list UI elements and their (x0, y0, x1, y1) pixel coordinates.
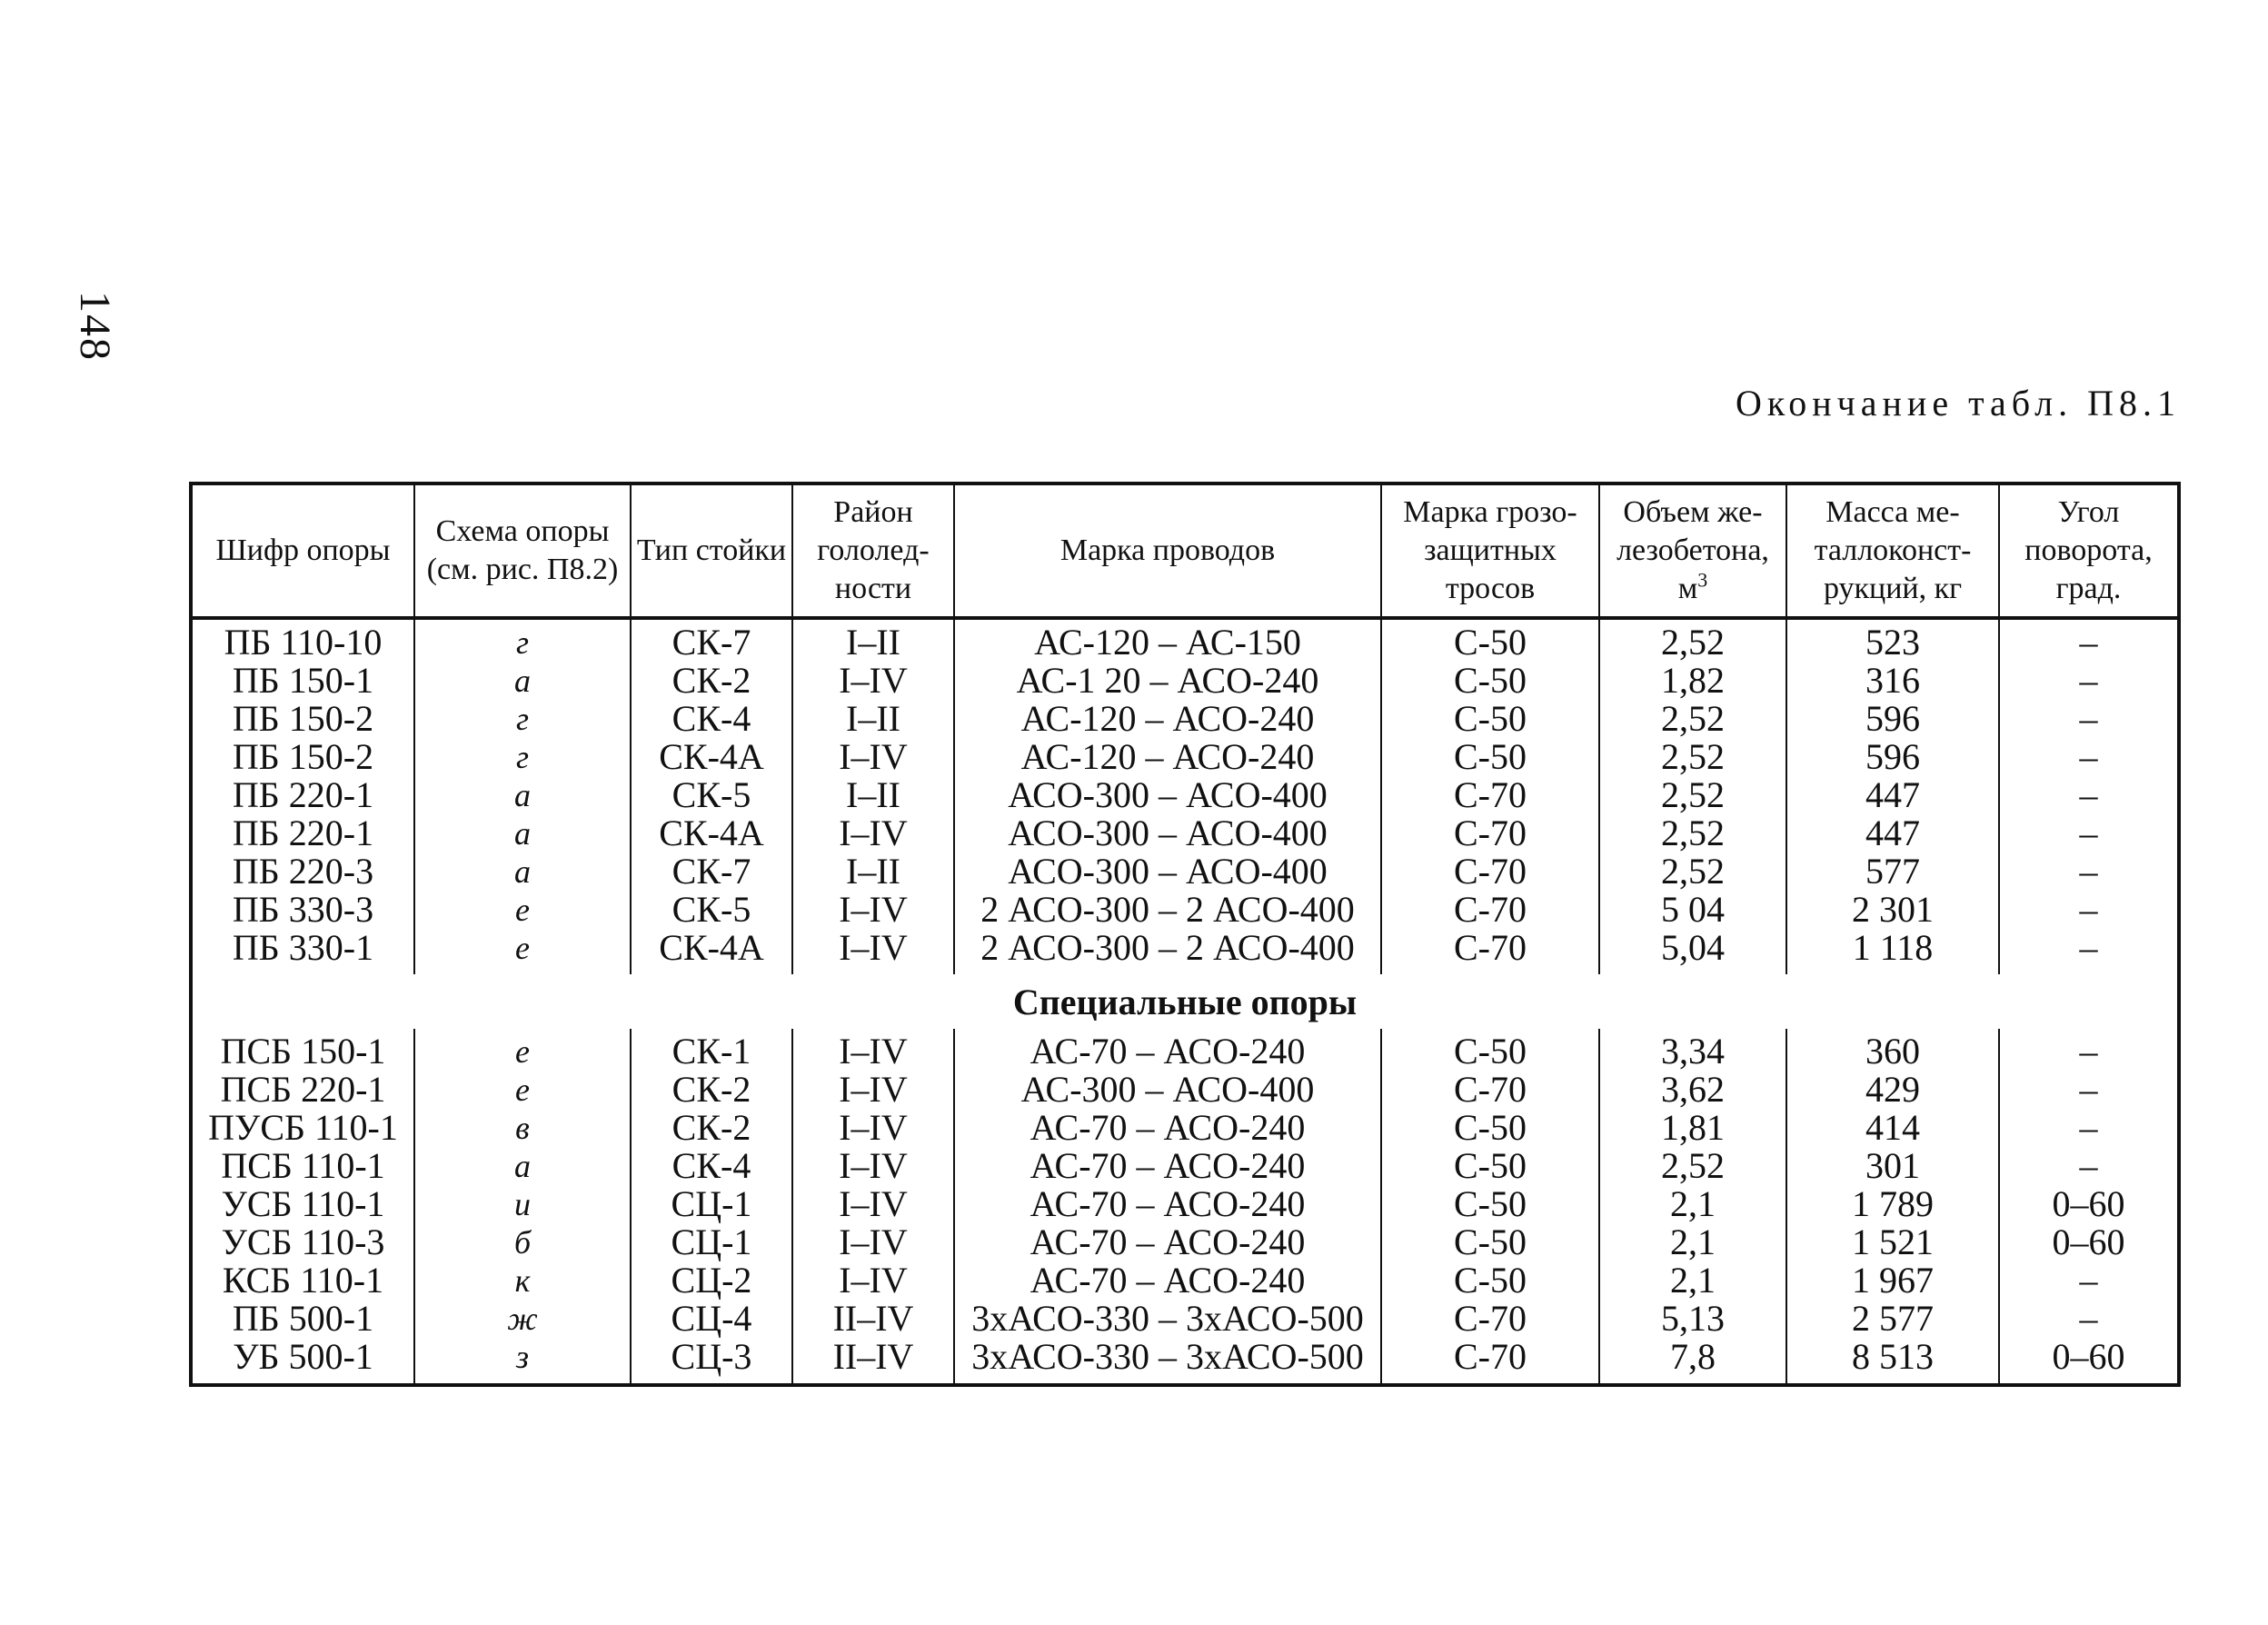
cell-code: ПБ 220-3 (191, 852, 414, 891)
header-concrete-volume-label: Объем же-лезобетона, м (1616, 495, 1769, 605)
cell-ice-region: I–IV (792, 738, 954, 776)
cell-turn-angle: – (1999, 1147, 2179, 1185)
cell-ground-wire: С-50 (1381, 738, 1599, 776)
cell-steel-mass: 1 967 (1786, 1261, 1999, 1300)
cell-ground-wire: С-70 (1381, 1338, 1599, 1385)
cell-wire-grade: АС-70 – АСО-240 (954, 1261, 1381, 1300)
cell-post-type: СК-2 (631, 662, 792, 700)
cell-code: ПБ 220-1 (191, 814, 414, 852)
cell-post-type: СК-2 (631, 1109, 792, 1147)
cell-scheme: а (414, 776, 631, 814)
cell-ground-wire: С-70 (1381, 776, 1599, 814)
cell-ice-region: I–IV (792, 1147, 954, 1185)
cell-steel-mass: 596 (1786, 738, 1999, 776)
cell-turn-angle: – (1999, 1109, 2179, 1147)
cell-steel-mass: 429 (1786, 1071, 1999, 1109)
cell-turn-angle: – (1999, 1300, 2179, 1338)
table-row (191, 1147, 2179, 1185)
cell-turn-angle: – (1999, 700, 2179, 738)
table-row (191, 852, 2179, 891)
table-row (191, 1261, 2179, 1300)
cell-concrete-volume: 2,52 (1599, 618, 1786, 662)
cell-post-type: СЦ-2 (631, 1261, 792, 1300)
cell-ground-wire: С-70 (1381, 852, 1599, 891)
cell-ground-wire: С-50 (1381, 1147, 1599, 1185)
cell-scheme: е (414, 1071, 631, 1109)
cell-post-type: СК-4 (631, 700, 792, 738)
table-row (191, 814, 2179, 852)
cell-code: ПБ 500-1 (191, 1300, 414, 1338)
cell-ice-region: I–IV (792, 662, 954, 700)
cell-ice-region: I–IV (792, 1223, 954, 1261)
table-row (191, 738, 2179, 776)
cell-ice-region: I–IV (792, 1185, 954, 1223)
cell-ice-region: I–II (792, 852, 954, 891)
cell-code: ПБ 330-1 (191, 929, 414, 974)
cell-scheme: е (414, 891, 631, 929)
cell-concrete-volume: 2,52 (1599, 776, 1786, 814)
section-row (191, 974, 2179, 1029)
cell-turn-angle: – (1999, 618, 2179, 662)
cell-code: УСБ 110-1 (191, 1185, 414, 1223)
cell-scheme: к (414, 1261, 631, 1300)
cell-scheme: а (414, 814, 631, 852)
table-row (191, 1300, 2179, 1338)
cell-ice-region: I–IV (792, 814, 954, 852)
cell-ground-wire: С-50 (1381, 1261, 1599, 1300)
cell-turn-angle: – (1999, 776, 2179, 814)
table-row (191, 1185, 2179, 1223)
cell-ice-region: II–IV (792, 1338, 954, 1385)
cell-wire-grade: 3хАСО-330 – 3хАСО-500 (954, 1300, 1381, 1338)
table-body (191, 618, 2179, 1385)
cell-ground-wire: С-70 (1381, 1071, 1599, 1109)
cell-turn-angle: – (1999, 662, 2179, 700)
cell-wire-grade: АС-120 – АСО-240 (954, 738, 1381, 776)
cell-turn-angle: 0–60 (1999, 1185, 2179, 1223)
cell-turn-angle: – (1999, 929, 2179, 974)
cell-concrete-volume: 1,81 (1599, 1109, 1786, 1147)
table-row (191, 662, 2179, 700)
cell-ice-region: I–IV (792, 891, 954, 929)
cell-wire-grade: АС-120 – АСО-240 (954, 700, 1381, 738)
cell-code: ПБ 220-1 (191, 776, 414, 814)
header-code: Шифр опоры (191, 484, 414, 618)
cell-concrete-volume: 3,62 (1599, 1071, 1786, 1109)
cell-post-type: СЦ-3 (631, 1338, 792, 1385)
table-row (191, 618, 2179, 662)
cell-ground-wire: С-50 (1381, 1029, 1599, 1071)
table-row (191, 1223, 2179, 1261)
header-ground-wire: Марка грозо-защитных тросов (1381, 484, 1599, 618)
cell-ground-wire: С-70 (1381, 1300, 1599, 1338)
cell-concrete-volume: 2,1 (1599, 1185, 1786, 1223)
cell-steel-mass: 301 (1786, 1147, 1999, 1185)
header-steel-mass: Масса ме-таллоконст-рукций, кг (1786, 484, 1999, 618)
cell-concrete-volume: 5,04 (1599, 929, 1786, 974)
cell-post-type: СК-4 (631, 1147, 792, 1185)
cell-steel-mass: 1 521 (1786, 1223, 1999, 1261)
table-row (191, 1338, 2179, 1385)
cell-steel-mass: 2 301 (1786, 891, 1999, 929)
cell-steel-mass: 596 (1786, 700, 1999, 738)
cell-concrete-volume: 5 04 (1599, 891, 1786, 929)
cell-scheme: а (414, 662, 631, 700)
cell-scheme: а (414, 1147, 631, 1185)
cell-steel-mass: 360 (1786, 1029, 1999, 1071)
cell-post-type: СК-4А (631, 929, 792, 974)
cell-ground-wire: С-70 (1381, 891, 1599, 929)
cell-concrete-volume: 5,13 (1599, 1300, 1786, 1338)
cell-ice-region: I–IV (792, 929, 954, 974)
cell-code: УСБ 110-3 (191, 1223, 414, 1261)
cell-turn-angle: – (1999, 891, 2179, 929)
cell-steel-mass: 316 (1786, 662, 1999, 700)
cell-steel-mass: 577 (1786, 852, 1999, 891)
cell-turn-angle: – (1999, 852, 2179, 891)
header-ice-region: Район гололед-ности (792, 484, 954, 618)
table-row (191, 1071, 2179, 1109)
cell-wire-grade: АСО-300 – АСО-400 (954, 852, 1381, 891)
cell-scheme: г (414, 618, 631, 662)
cell-wire-grade: АС-70 – АСО-240 (954, 1109, 1381, 1147)
cell-scheme: а (414, 852, 631, 891)
cell-post-type: СК-5 (631, 776, 792, 814)
cell-turn-angle: – (1999, 1071, 2179, 1109)
cell-post-type: СЦ-1 (631, 1223, 792, 1261)
section-title: Специальные опоры (1012, 982, 1358, 1022)
table-row (191, 891, 2179, 929)
cell-turn-angle: 0–60 (1999, 1223, 2179, 1261)
cell-concrete-volume: 2,52 (1599, 738, 1786, 776)
header-scheme: Схема опоры (см. рис. П8.2) (414, 484, 631, 618)
cell-wire-grade: АСО-300 – АСО-400 (954, 776, 1381, 814)
table-header (191, 484, 2179, 618)
cell-code: ПСБ 150-1 (191, 1029, 414, 1071)
cell-wire-grade: АС-70 – АСО-240 (954, 1185, 1381, 1223)
cell-concrete-volume: 2,52 (1599, 1147, 1786, 1185)
cell-steel-mass: 1 789 (1786, 1185, 1999, 1223)
cell-concrete-volume: 2,1 (1599, 1261, 1786, 1300)
cell-ground-wire: С-50 (1381, 1223, 1599, 1261)
cell-ground-wire: С-50 (1381, 1109, 1599, 1147)
cell-post-type: СЦ-4 (631, 1300, 792, 1338)
cell-scheme: ж (414, 1300, 631, 1338)
cell-concrete-volume: 2,52 (1599, 814, 1786, 852)
header-turn-angle: Угол поворота, град. (1999, 484, 2179, 618)
cell-scheme: б (414, 1223, 631, 1261)
cell-ground-wire: С-70 (1381, 929, 1599, 974)
cell-wire-grade: 2 АСО-300 – 2 АСО-400 (954, 891, 1381, 929)
cell-scheme: е (414, 1029, 631, 1071)
cell-post-type: СЦ-1 (631, 1185, 792, 1223)
cell-code: ПБ 110-10 (191, 618, 414, 662)
cell-wire-grade: АС-1 20 – АСО-240 (954, 662, 1381, 700)
cell-wire-grade: АСО-300 – АСО-400 (954, 814, 1381, 852)
table-caption: Окончание табл. П8.1 (1735, 383, 2181, 424)
header-concrete-volume (1599, 484, 1786, 618)
table-row (191, 1109, 2179, 1147)
cell-code: УБ 500-1 (191, 1338, 414, 1385)
cell-steel-mass: 447 (1786, 776, 1999, 814)
cell-scheme: в (414, 1109, 631, 1147)
table-row (191, 776, 2179, 814)
cell-wire-grade: АС-70 – АСО-240 (954, 1147, 1381, 1185)
cell-concrete-volume: 2,52 (1599, 852, 1786, 891)
header-post-type: Тип стойки (631, 484, 792, 618)
cell-ice-region: I–IV (792, 1071, 954, 1109)
cell-ground-wire: С-50 (1381, 1185, 1599, 1223)
cell-post-type: СК-7 (631, 852, 792, 891)
cell-post-type: СК-7 (631, 618, 792, 662)
cell-turn-angle: – (1999, 814, 2179, 852)
cell-ice-region: I–IV (792, 1109, 954, 1147)
cell-wire-grade: АС-120 – АС-150 (954, 618, 1381, 662)
cell-steel-mass: 523 (1786, 618, 1999, 662)
cell-post-type: СК-4А (631, 738, 792, 776)
cell-wire-grade: АС-300 – АСО-400 (954, 1071, 1381, 1109)
cell-ice-region: II–IV (792, 1300, 954, 1338)
cell-wire-grade: 3хАСО-330 – 3хАСО-500 (954, 1338, 1381, 1385)
cell-ground-wire: С-50 (1381, 662, 1599, 700)
cell-scheme: г (414, 738, 631, 776)
cell-post-type: СК-5 (631, 891, 792, 929)
cell-concrete-volume: 3,34 (1599, 1029, 1786, 1071)
table-row (191, 1029, 2179, 1071)
cell-code: ПБ 150-2 (191, 738, 414, 776)
cell-code: ПБ 150-2 (191, 700, 414, 738)
cell-concrete-volume: 7,8 (1599, 1338, 1786, 1385)
cell-ice-region: I–II (792, 700, 954, 738)
cell-post-type: СК-2 (631, 1071, 792, 1109)
cell-ice-region: I–IV (792, 1029, 954, 1071)
cell-concrete-volume: 1,82 (1599, 662, 1786, 700)
cell-concrete-volume: 2,1 (1599, 1223, 1786, 1261)
page-number: 148 (71, 291, 119, 362)
cell-scheme: з (414, 1338, 631, 1385)
cell-turn-angle: 0–60 (1999, 1338, 2179, 1385)
header-wire-grade: Марка проводов (954, 484, 1381, 618)
table-row (191, 929, 2179, 974)
cell-ice-region: I–II (792, 776, 954, 814)
cell-post-type: СК-1 (631, 1029, 792, 1071)
cell-wire-grade: АС-70 – АСО-240 (954, 1029, 1381, 1071)
cell-code: КСБ 110-1 (191, 1261, 414, 1300)
cell-ground-wire: С-70 (1381, 814, 1599, 852)
cell-scheme: и (414, 1185, 631, 1223)
unit-superscript: 3 (1697, 568, 1708, 592)
data-table (189, 482, 2181, 1387)
cell-steel-mass: 2 577 (1786, 1300, 1999, 1338)
cell-code: ПСБ 220-1 (191, 1071, 414, 1109)
cell-post-type: СК-4А (631, 814, 792, 852)
table-row (191, 700, 2179, 738)
cell-turn-angle: – (1999, 738, 2179, 776)
cell-code: ПБ 330-3 (191, 891, 414, 929)
cell-turn-angle: – (1999, 1029, 2179, 1071)
cell-concrete-volume: 2,52 (1599, 700, 1786, 738)
cell-code: ПСБ 110-1 (191, 1147, 414, 1185)
cell-code: ПБ 150-1 (191, 662, 414, 700)
cell-code: ПУСБ 110-1 (191, 1109, 414, 1147)
cell-steel-mass: 447 (1786, 814, 1999, 852)
cell-wire-grade: АС-70 – АСО-240 (954, 1223, 1381, 1261)
cell-steel-mass: 8 513 (1786, 1338, 1999, 1385)
cell-scheme: г (414, 700, 631, 738)
cell-ground-wire: С-50 (1381, 618, 1599, 662)
cell-scheme: е (414, 929, 631, 974)
cell-turn-angle: – (1999, 1261, 2179, 1300)
cell-ice-region: I–IV (792, 1261, 954, 1300)
cell-ground-wire: С-50 (1381, 700, 1599, 738)
cell-wire-grade: 2 АСО-300 – 2 АСО-400 (954, 929, 1381, 974)
cell-steel-mass: 1 118 (1786, 929, 1999, 974)
cell-ice-region: I–II (792, 618, 954, 662)
cell-steel-mass: 414 (1786, 1109, 1999, 1147)
